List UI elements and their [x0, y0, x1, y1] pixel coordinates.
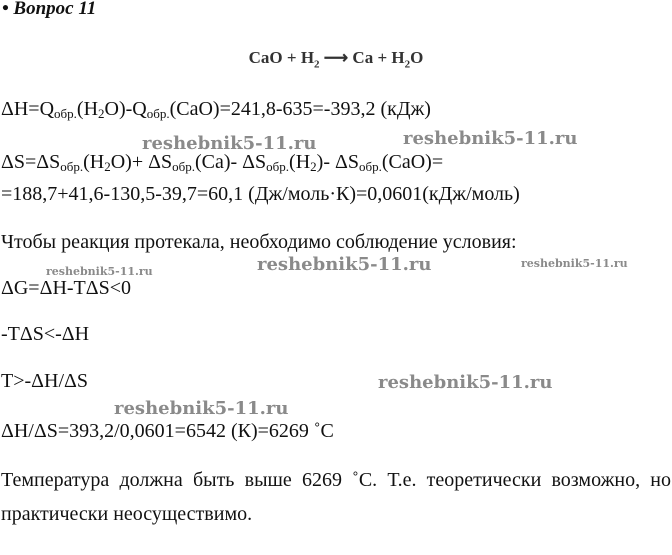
- watermark: reshebnik5-11.ru: [403, 128, 578, 149]
- watermark: reshebnik5-11.ru: [142, 133, 317, 154]
- reactant-cao: CaO: [248, 48, 283, 67]
- conclusion-paragraph: Температура должна быть выше 6269 ˚C. Т.е. теоретически возможно, но практически неосуществимо.: [1, 469, 671, 525]
- gibbs-condition: ΔG=ΔH-TΔS<0: [1, 277, 132, 299]
- plus-sign: +: [377, 48, 388, 67]
- entropy-result-line: =188,7+41,6-130,5-39,7=60,1 (Дж/моль·К)=0,0601(кДж/моль): [1, 183, 520, 205]
- reaction-equation: [0, 48, 672, 70]
- watermark: reshebnik5-11.ru: [46, 265, 153, 278]
- question-heading: • Вопрос 11: [2, 0, 97, 19]
- inequality-line-2: T>-ΔH/ΔS: [1, 370, 89, 392]
- watermark: reshebnik5-11.ru: [378, 372, 553, 393]
- product-h2o: $H_2O$: [391, 48, 424, 71]
- reaction-arrow: ⟶: [323, 48, 349, 67]
- entropy-line: $\Delta S=\Delta S_{обр.}(H_2O)+ \Delta S_{обр.}(Ca)-$ $\Delta S_{обр.}(H_2)-$ $\Delta S_{обр.}(CaO)=$: [1, 151, 444, 174]
- watermark: reshebnik5-11.ru: [114, 398, 289, 419]
- temperature-calculation: ΔH/ΔS=393,2/0,0601=6542 (К)=6269 ˚C: [1, 420, 334, 442]
- reactant-h2: $H_2$: [300, 48, 320, 71]
- watermark: reshebnik5-11.ru: [521, 257, 628, 270]
- product-ca: Ca: [352, 48, 374, 67]
- plus-sign: +: [286, 48, 297, 67]
- watermark: reshebnik5-11.ru: [257, 254, 432, 275]
- enthalpy-line: $\Delta H=Q_{обр.}(H_2O)-Q_{обр.}(CaO)=241,8-635=-393,2$ (кДж): [1, 98, 431, 121]
- inequality-line-1: -TΔS<-ΔH: [1, 323, 90, 345]
- condition-text: Чтобы реакция протекала, необходимо соблюдение условия:: [1, 231, 517, 253]
